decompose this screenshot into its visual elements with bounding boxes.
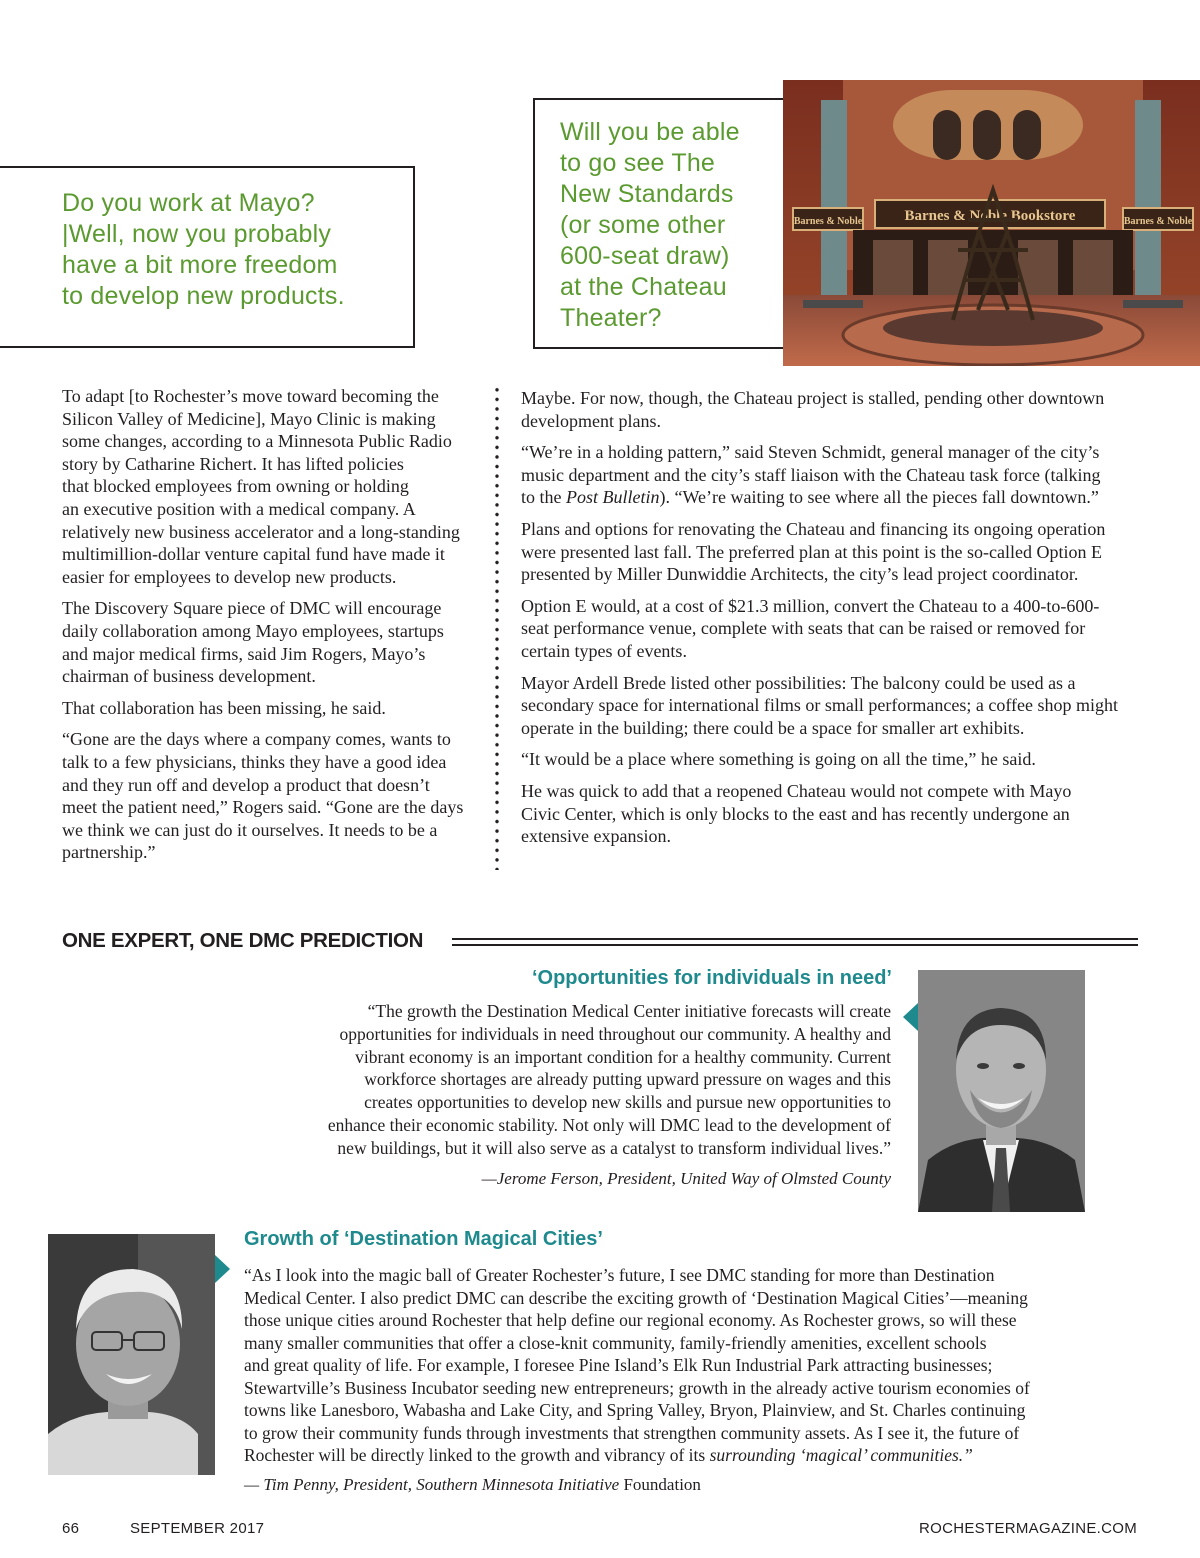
pullquote-chateau: Will you be able to go see The New Standards (or some other 600-seat draw) at the Chateau Theater? <box>560 118 740 332</box>
article-column-right <box>521 387 1141 857</box>
sign-center: Barnes & Noble Bookstore <box>904 208 1076 224</box>
chateau-theater-photo <box>783 80 1200 366</box>
expert1-heading: ‘Opportunities for individuals in need’ <box>531 967 892 989</box>
column-divider-dots <box>495 385 499 870</box>
pullquote-mayo: Do you work at Mayo? |Well, now you probably have a bit more freedom to develop new products. <box>62 189 345 310</box>
expert1-attribution: —Jerome Ferson, President, United Way of Olmsted County <box>481 1169 891 1188</box>
article-paragraph: “We’re in a holding pattern,” said Steven Schmidt, general manager of the city’s music department and the city’s staff liaison with the Chateau task force (talking to the Post Bulletin). “We’re waiting to see where all the pieces fall downtown.” <box>521 442 1101 508</box>
article-column-left <box>62 385 482 873</box>
expert1-quote: “The growth the Destination Medical Center initiative forecasts will create opportunities for individuals in need throughout our community. A healthy and vibrant economy is an important condition for a healthy community. Current workforce shortages are already putting upward pressure on wages and this creates opportunities to develop new skills and pursue new opportunities to enhance their economic stability. Not only will DMC lead to the development of new buildings, but it will also serve as a catalyst to transform individual lives.” <box>327 1001 891 1158</box>
portrait-jerome-ferson <box>918 970 1085 1212</box>
pointer-triangle <box>903 1003 918 1031</box>
article-paragraph: “It would be a place where something is going on all the time,” he said. <box>521 749 1036 770</box>
sign-left: Barnes & Noble <box>793 216 863 227</box>
issue-date: SEPTEMBER 2017 <box>130 1520 265 1537</box>
article-paragraph: Maybe. For now, though, the Chateau project is stalled, pending other downtown development plans. <box>521 388 1105 431</box>
section-rule <box>452 938 1138 946</box>
portrait-tim-penny <box>48 1234 215 1475</box>
sign-right: Barnes & Noble <box>1123 216 1193 227</box>
article-paragraph: To adapt [to Rochester’s move toward becoming the Silicon Valley of Medicine], Mayo Clinic is making some changes, according to a Minnesota Public Radio story by Catharine Richert. It has lifted policies that blocked employees from owning or holding an executive position with a medical company. A relatively new business accelerator and a long-standing multimillion-dollar venture capital fund have made it easier for employees to develop new products. <box>62 386 460 587</box>
article-paragraph: Option E would, at a cost of $21.3 million, convert the Chateau to a 400-to-600- seat performance venue, complete with seats that can be raised or removed for certain types of events. <box>521 595 1100 661</box>
article-paragraph: Mayor Ardell Brede listed other possibilities: The balcony could be used as a secondary space for international films or small performances; a coffee shop might operate in the building; there could be a space for smaller art exhibits. <box>521 672 1118 738</box>
article-paragraph: Plans and options for renovating the Chateau and financing its ongoing operation were presented last fall. The preferred plan at this point is the so-called Option E presented by Miller Dunwiddie Architects, the city’s lead project coordinator. <box>521 518 1106 585</box>
expert2-heading: Growth of ‘Destination Magical Cities’ <box>244 1228 603 1250</box>
section-title: ONE EXPERT, ONE DMC PREDICTION <box>62 929 424 952</box>
article-paragraph: “Gone are the days where a company comes, wants to talk to a few physicians, thinks they have a good idea and they run off and develop a product that doesn’t meet the patient need,” Rogers said. “Gone are the days we think we can just do it ourselves. It needs to be a partnership.” <box>62 729 464 863</box>
article-paragraph: That collaboration has been missing, he said. <box>62 697 386 718</box>
article-paragraph: He was quick to add that a reopened Chateau would not compete with Mayo Civic Center, which is only blocks to the east and has recently undergone an extensive expansion. <box>521 780 1072 847</box>
expert2-attribution: — Tim Penny, President, Southern Minnesota Initiative Foundation <box>244 1475 701 1494</box>
page-number: 66 <box>62 1520 80 1537</box>
pointer-triangle <box>215 1255 230 1283</box>
website-link[interactable]: ROCHESTERMAGAZINE.COM <box>919 1520 1137 1537</box>
article-paragraph: The Discovery Square piece of DMC will encourage daily collaboration among Mayo employees, startups and major medical firms, said Jim Rogers, Mayo’s chairman of business development. <box>62 598 444 687</box>
expert2-quote: “As I look into the magic ball of Greater Rochester’s future, I see DMC standing for more than Destination Medical Center. I also predict DMC can describe the exciting growth of ‘Destination Magical Cities’—meaning those unique cities around Rochester that help define our regional economy. As Rochester grows, so will these many smaller communities that offer a close-knit community, family-friendly amenities, excellent schools and great quality of life. For example, I foresee Pine Island’s Elk Run Industrial Park attracting businesses; Stewartville’s Business Incubator seeding new entrepreneurs; growth in the already active tourism economies of towns like Lanesboro, Wabasha and Lake City, and Spring Valley, Bryon, Plainview, and St. Charles continuing to grow their community funds through investments that strengthen community assets. As I see it, the future of Rochester will be directly linked to the growth and vibrancy of its surrounding ‘magical’ communities.” <box>244 1265 1030 1465</box>
